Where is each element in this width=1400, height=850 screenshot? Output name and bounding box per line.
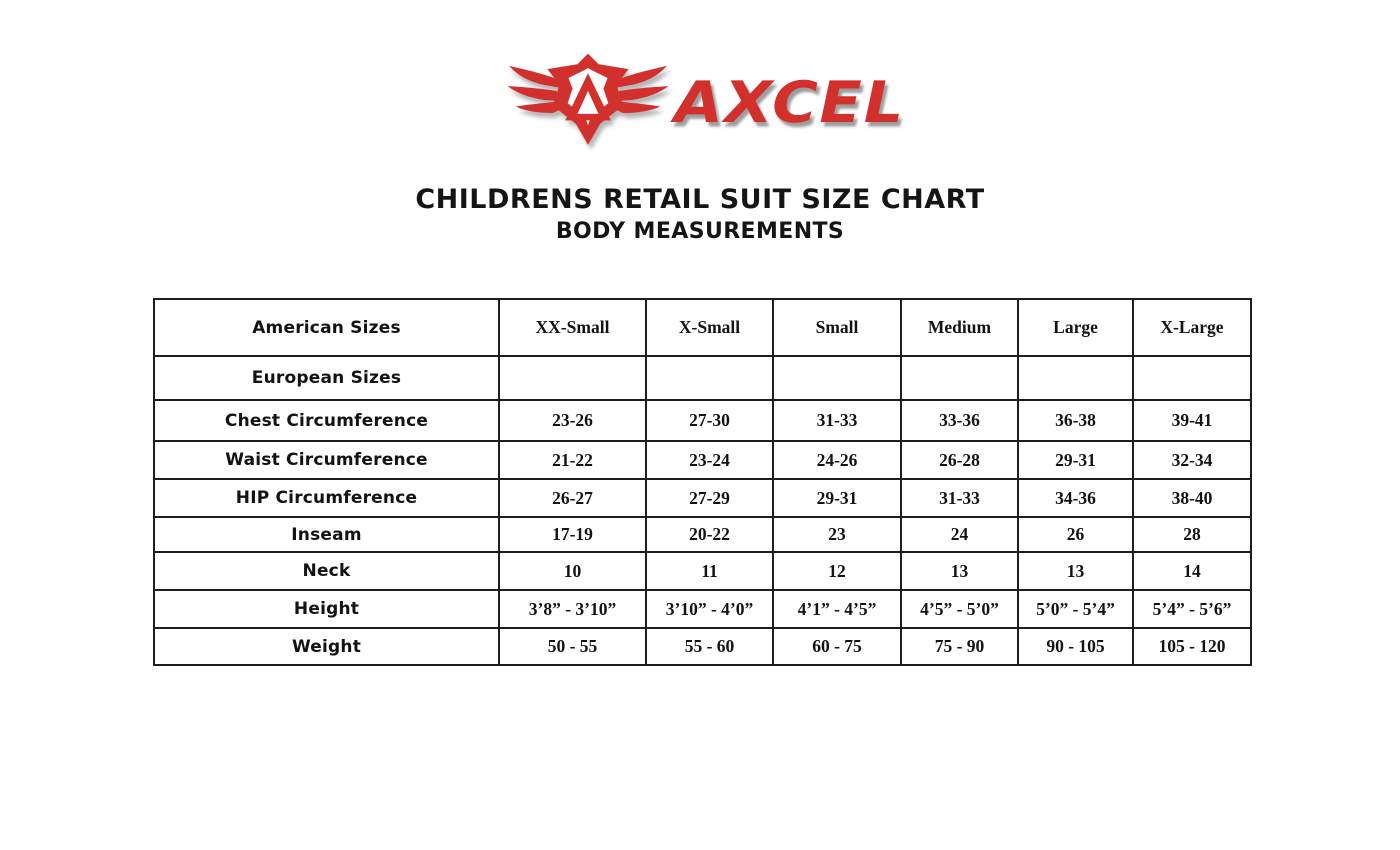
cell-hip-circumference-medium: 31-33 bbox=[901, 479, 1018, 517]
cell-hip-circumference-xx-small: 26-27 bbox=[499, 479, 646, 517]
cell-weight-medium: 75 - 90 bbox=[901, 628, 1018, 665]
cell-inseam-large: 26 bbox=[1018, 517, 1133, 552]
cell-chest-circumference-xx-small: 23-26 bbox=[499, 400, 646, 441]
cell-height-x-small: 3’10” - 4’0” bbox=[646, 590, 773, 628]
cell-waist-circumference-large: 29-31 bbox=[1018, 441, 1133, 479]
row-label-neck: Neck bbox=[154, 552, 499, 590]
col-header-x-small: X-Small bbox=[646, 299, 773, 356]
cell-neck-small: 12 bbox=[773, 552, 901, 590]
cell-hip-circumference-small: 29-31 bbox=[773, 479, 901, 517]
cell-chest-circumference-small: 31-33 bbox=[773, 400, 901, 441]
cell-chest-circumference-x-small: 27-30 bbox=[646, 400, 773, 441]
cell-weight-x-small: 55 - 60 bbox=[646, 628, 773, 665]
cell-neck-medium: 13 bbox=[901, 552, 1018, 590]
cell-inseam-xx-small: 17-19 bbox=[499, 517, 646, 552]
cell-waist-circumference-xx-small: 21-22 bbox=[499, 441, 646, 479]
cell-neck-xx-small: 10 bbox=[499, 552, 646, 590]
row-label-height: Height bbox=[154, 590, 499, 628]
cell-hip-circumference-large: 34-36 bbox=[1018, 479, 1133, 517]
cell-neck-x-small: 11 bbox=[646, 552, 773, 590]
axcel-emblem-icon bbox=[502, 52, 674, 148]
cell-waist-circumference-x-small: 23-24 bbox=[646, 441, 773, 479]
cell-weight-xx-small: 50 - 55 bbox=[499, 628, 646, 665]
col-header-xx-small: XX-Small bbox=[499, 299, 646, 356]
row-label-inseam: Inseam bbox=[154, 517, 499, 552]
cell-european-sizes-xx-small bbox=[499, 356, 646, 400]
cell-european-sizes-x-small bbox=[646, 356, 773, 400]
col-header-small: Small bbox=[773, 299, 901, 356]
row-label-weight: Weight bbox=[154, 628, 499, 665]
cell-height-xx-small: 3’8” - 3’10” bbox=[499, 590, 646, 628]
row-label-hip-circumference: HIP Circumference bbox=[154, 479, 499, 517]
table-row-hip-circumference bbox=[154, 479, 1251, 517]
col-header-x-large: X-Large bbox=[1133, 299, 1251, 356]
cell-weight-small: 60 - 75 bbox=[773, 628, 901, 665]
cell-chest-circumference-medium: 33-36 bbox=[901, 400, 1018, 441]
header-american-sizes: American Sizes bbox=[154, 299, 499, 356]
cell-weight-x-large: 105 - 120 bbox=[1133, 628, 1251, 665]
axcel-wordmark: AXCEL bbox=[666, 68, 912, 136]
cell-waist-circumference-x-large: 32-34 bbox=[1133, 441, 1251, 479]
col-header-large: Large bbox=[1018, 299, 1133, 356]
cell-hip-circumference-x-small: 27-29 bbox=[646, 479, 773, 517]
cell-weight-large: 90 - 105 bbox=[1018, 628, 1133, 665]
row-label-european-sizes: European Sizes bbox=[154, 356, 499, 400]
cell-inseam-x-large: 28 bbox=[1133, 517, 1251, 552]
cell-height-x-large: 5’4” - 5’6” bbox=[1133, 590, 1251, 628]
table-row-weight bbox=[154, 628, 1251, 665]
cell-height-medium: 4’5” - 5’0” bbox=[901, 590, 1018, 628]
cell-european-sizes-small bbox=[773, 356, 901, 400]
axcel-logo bbox=[0, 52, 1400, 148]
cell-neck-large: 13 bbox=[1018, 552, 1133, 590]
size-table bbox=[153, 298, 1252, 666]
table-row-chest-circumference bbox=[154, 400, 1251, 441]
cell-european-sizes-large bbox=[1018, 356, 1133, 400]
size-table-header-row bbox=[154, 299, 1251, 356]
size-table-head bbox=[154, 299, 1251, 356]
cell-european-sizes-medium bbox=[901, 356, 1018, 400]
cell-waist-circumference-small: 24-26 bbox=[773, 441, 901, 479]
table-row-neck bbox=[154, 552, 1251, 590]
col-header-medium: Medium bbox=[901, 299, 1018, 356]
cell-european-sizes-x-large bbox=[1133, 356, 1251, 400]
size-table-body bbox=[154, 356, 1251, 665]
cell-height-large: 5’0” - 5’4” bbox=[1018, 590, 1133, 628]
cell-chest-circumference-large: 36-38 bbox=[1018, 400, 1133, 441]
cell-neck-x-large: 14 bbox=[1133, 552, 1251, 590]
titles-block bbox=[0, 184, 1400, 244]
cell-hip-circumference-x-large: 38-40 bbox=[1133, 479, 1251, 517]
table-row-european-sizes bbox=[154, 356, 1251, 400]
cell-inseam-medium: 24 bbox=[901, 517, 1018, 552]
page-subtitle: BODY MEASUREMENTS bbox=[555, 219, 845, 244]
table-row-inseam bbox=[154, 517, 1251, 552]
row-label-waist-circumference: Waist Circumference bbox=[154, 441, 499, 479]
page-title: CHILDRENS RETAIL SUIT SIZE CHART bbox=[415, 184, 985, 215]
table-row-height bbox=[154, 590, 1251, 628]
cell-waist-circumference-medium: 26-28 bbox=[901, 441, 1018, 479]
cell-height-small: 4’1” - 4’5” bbox=[773, 590, 901, 628]
row-label-chest-circumference: Chest Circumference bbox=[154, 400, 499, 441]
cell-chest-circumference-x-large: 39-41 bbox=[1133, 400, 1251, 441]
cell-inseam-small: 23 bbox=[773, 517, 901, 552]
table-row-waist-circumference bbox=[154, 441, 1251, 479]
cell-inseam-x-small: 20-22 bbox=[646, 517, 773, 552]
